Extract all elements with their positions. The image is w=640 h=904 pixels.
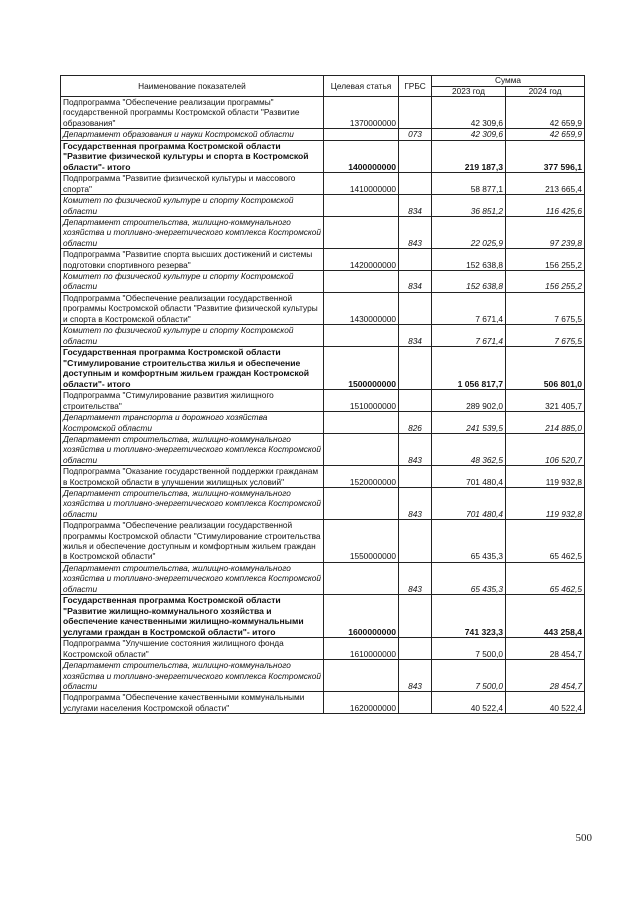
- cell-sum-2023: 1 056 817,7: [432, 346, 506, 389]
- cell-name: Государственная программа Костромской области "Стимулирование строительства жилья и обеспечение доступным и комфортным жильем граждан Костромской области"- итого: [61, 346, 324, 389]
- cell-sum-2023: 7 500,0: [432, 638, 506, 660]
- table-row: [61, 346, 585, 389]
- cell-target-code: [324, 325, 399, 347]
- cell-sum-2023: 7 671,4: [432, 325, 506, 347]
- cell-sum-2023: 36 851,2: [432, 195, 506, 217]
- cell-sum-2024: 156 255,2: [506, 271, 585, 293]
- cell-sum-2023: 241 539,5: [432, 412, 506, 434]
- cell-grbs: [399, 390, 432, 412]
- cell-sum-2023: 22 025,9: [432, 217, 506, 249]
- table-row: [61, 140, 585, 173]
- table-row: [61, 325, 585, 347]
- cell-sum-2023: 7 671,4: [432, 292, 506, 324]
- cell-sum-2023: 152 638,8: [432, 271, 506, 293]
- cell-name: Подпрограмма "Оказание государственной поддержки гражданам в Костромской области в улучшении жилищных условий": [61, 466, 324, 488]
- cell-sum-2024: 28 454,7: [506, 660, 585, 692]
- cell-sum-2023: 65 435,3: [432, 520, 506, 563]
- cell-target-code: 1500000000: [324, 346, 399, 389]
- cell-sum-2024: 214 885,0: [506, 412, 585, 434]
- cell-target-code: 1620000000: [324, 692, 399, 714]
- table-row: [61, 97, 585, 129]
- cell-grbs: [399, 466, 432, 488]
- cell-target-code: [324, 217, 399, 249]
- table-row: [61, 520, 585, 563]
- cell-grbs: 843: [399, 217, 432, 249]
- table-row: [61, 466, 585, 488]
- cell-target-code: 1370000000: [324, 97, 399, 129]
- cell-sum-2023: 40 522,4: [432, 692, 506, 714]
- cell-name: Департамент строительства, жилищно-коммунального хозяйства и топливно-энергетического комплекса Костромской области: [61, 562, 324, 594]
- cell-name: Комитет по физической культуре и спорту Костромской области: [61, 325, 324, 347]
- cell-name: Подпрограмма "Обеспечение реализации государственной программы Костромской области "Стимулирование строительства жилья и обеспечение доступным и комфортным жильем граждан в Костромской области": [61, 520, 324, 563]
- cell-grbs: [399, 292, 432, 324]
- table-row: [61, 129, 585, 140]
- cell-sum-2024: 156 255,2: [506, 249, 585, 271]
- cell-name: Департамент строительства, жилищно-коммунального хозяйства и топливно-энергетического комплекса Костромской области: [61, 217, 324, 249]
- cell-sum-2024: 7 675,5: [506, 325, 585, 347]
- table-row: [61, 173, 585, 195]
- cell-sum-2023: 289 902,0: [432, 390, 506, 412]
- cell-grbs: [399, 346, 432, 389]
- page-number: 500: [575, 832, 592, 844]
- table-row: [61, 195, 585, 217]
- cell-target-code: 1600000000: [324, 595, 399, 638]
- cell-name: Департамент строительства, жилищно-коммунального хозяйства и топливно-энергетического комплекса Костромской области: [61, 487, 324, 519]
- cell-sum-2023: 7 500,0: [432, 660, 506, 692]
- table-row: [61, 487, 585, 519]
- table-row: [61, 412, 585, 434]
- budget-table: [60, 75, 585, 714]
- cell-target-code: [324, 195, 399, 217]
- cell-target-code: [324, 129, 399, 140]
- table-row: [61, 249, 585, 271]
- cell-target-code: [324, 433, 399, 465]
- budget-table-sheet: [60, 75, 584, 714]
- cell-sum-2024: 443 258,4: [506, 595, 585, 638]
- cell-name: Государственная программа Костромской области "Развитие жилищно-коммунального хозяйства и обеспечение качественными жилищно-коммунальными услугами граждан в Костромской области"- итого: [61, 595, 324, 638]
- cell-grbs: 843: [399, 487, 432, 519]
- cell-sum-2024: 40 522,4: [506, 692, 585, 714]
- cell-grbs: 826: [399, 412, 432, 434]
- cell-sum-2024: 42 659,9: [506, 97, 585, 129]
- cell-sum-2023: 701 480,4: [432, 487, 506, 519]
- cell-sum-2023: 65 435,3: [432, 562, 506, 594]
- cell-grbs: 843: [399, 660, 432, 692]
- cell-grbs: [399, 97, 432, 129]
- cell-sum-2023: 42 309,6: [432, 129, 506, 140]
- cell-sum-2024: 65 462,5: [506, 562, 585, 594]
- cell-grbs: [399, 173, 432, 195]
- cell-sum-2023: 48 362,5: [432, 433, 506, 465]
- cell-sum-2024: 97 239,8: [506, 217, 585, 249]
- cell-target-code: [324, 487, 399, 519]
- cell-name: Подпрограмма "Обеспечение качественными коммунальными услугами населения Костромской области": [61, 692, 324, 714]
- cell-grbs: [399, 638, 432, 660]
- header-sum: Сумма: [432, 76, 585, 87]
- cell-target-code: 1520000000: [324, 466, 399, 488]
- cell-sum-2024: 116 425,6: [506, 195, 585, 217]
- cell-sum-2024: 7 675,5: [506, 292, 585, 324]
- cell-name: Департамент строительства, жилищно-коммунального хозяйства и топливно-энергетического комплекса Костромской области: [61, 660, 324, 692]
- cell-name: Подпрограмма "Развитие спорта высших достижений и системы подготовки спортивного резерва": [61, 249, 324, 271]
- cell-name: Департамент образования и науки Костромской области: [61, 129, 324, 140]
- table-row: [61, 595, 585, 638]
- table-row: [61, 390, 585, 412]
- cell-sum-2023: 741 323,3: [432, 595, 506, 638]
- table-row: [61, 433, 585, 465]
- header-grbs: ГРБС: [399, 76, 432, 97]
- header-year-2023: 2023 год: [432, 86, 506, 97]
- table-row: [61, 562, 585, 594]
- cell-grbs: [399, 595, 432, 638]
- cell-sum-2023: 219 187,3: [432, 140, 506, 173]
- cell-sum-2024: 28 454,7: [506, 638, 585, 660]
- cell-name: Подпрограмма "Стимулирование развития жилищного строительства": [61, 390, 324, 412]
- cell-target-code: [324, 562, 399, 594]
- cell-target-code: 1420000000: [324, 249, 399, 271]
- cell-name: Комитет по физической культуре и спорту Костромской области: [61, 271, 324, 293]
- cell-sum-2024: 377 596,1: [506, 140, 585, 173]
- header-name: Наименование показателей: [61, 76, 324, 97]
- cell-target-code: 1610000000: [324, 638, 399, 660]
- cell-sum-2024: 119 932,8: [506, 466, 585, 488]
- cell-sum-2024: 106 520,7: [506, 433, 585, 465]
- cell-grbs: [399, 249, 432, 271]
- table-row: [61, 660, 585, 692]
- cell-grbs: [399, 520, 432, 563]
- cell-target-code: 1510000000: [324, 390, 399, 412]
- cell-sum-2023: 152 638,8: [432, 249, 506, 271]
- cell-name: Подпрограмма "Обеспечение реализации программы" государственной программы Костромской области "Развитие образования": [61, 97, 324, 129]
- cell-name: Государственная программа Костромской области "Развитие физической культуры и спорта в Костромской области"- итого: [61, 140, 324, 173]
- cell-grbs: [399, 140, 432, 173]
- cell-target-code: 1550000000: [324, 520, 399, 563]
- cell-name: Подпрограмма "Развитие физической культуры и массового спорта": [61, 173, 324, 195]
- table-row: [61, 292, 585, 324]
- cell-grbs: [399, 692, 432, 714]
- cell-target-code: [324, 271, 399, 293]
- cell-sum-2024: 119 932,8: [506, 487, 585, 519]
- cell-name: Подпрограмма "Обеспечение реализации государственной программы Костромской области "Развитие физической культуры и спорта в Костромской области": [61, 292, 324, 324]
- cell-name: Подпрограмма "Улучшение состояния жилищного фонда Костромской области": [61, 638, 324, 660]
- cell-name: Комитет по физической культуре и спорту Костромской области: [61, 195, 324, 217]
- cell-sum-2023: 701 480,4: [432, 466, 506, 488]
- cell-sum-2023: 42 309,6: [432, 97, 506, 129]
- cell-grbs: 834: [399, 195, 432, 217]
- cell-target-code: [324, 660, 399, 692]
- table-row: [61, 271, 585, 293]
- table-row: [61, 638, 585, 660]
- table-row: [61, 217, 585, 249]
- cell-sum-2024: 506 801,0: [506, 346, 585, 389]
- table-body: [61, 97, 585, 714]
- table-row: [61, 692, 585, 714]
- cell-sum-2024: 65 462,5: [506, 520, 585, 563]
- cell-sum-2024: 321 405,7: [506, 390, 585, 412]
- cell-grbs: 843: [399, 562, 432, 594]
- header-year-2024: 2024 год: [506, 86, 585, 97]
- cell-grbs: 834: [399, 325, 432, 347]
- cell-target-code: 1410000000: [324, 173, 399, 195]
- cell-sum-2024: 213 665,4: [506, 173, 585, 195]
- cell-grbs: 834: [399, 271, 432, 293]
- cell-target-code: 1400000000: [324, 140, 399, 173]
- cell-grbs: 073: [399, 129, 432, 140]
- header-code: Целевая статья: [324, 76, 399, 97]
- cell-sum-2023: 58 877,1: [432, 173, 506, 195]
- cell-target-code: [324, 412, 399, 434]
- cell-sum-2024: 42 659,9: [506, 129, 585, 140]
- cell-grbs: 843: [399, 433, 432, 465]
- cell-name: Департамент строительства, жилищно-коммунального хозяйства и топливно-энергетического комплекса Костромской области: [61, 433, 324, 465]
- cell-target-code: 1430000000: [324, 292, 399, 324]
- cell-name: Департамент транспорта и дорожного хозяйства Костромской области: [61, 412, 324, 434]
